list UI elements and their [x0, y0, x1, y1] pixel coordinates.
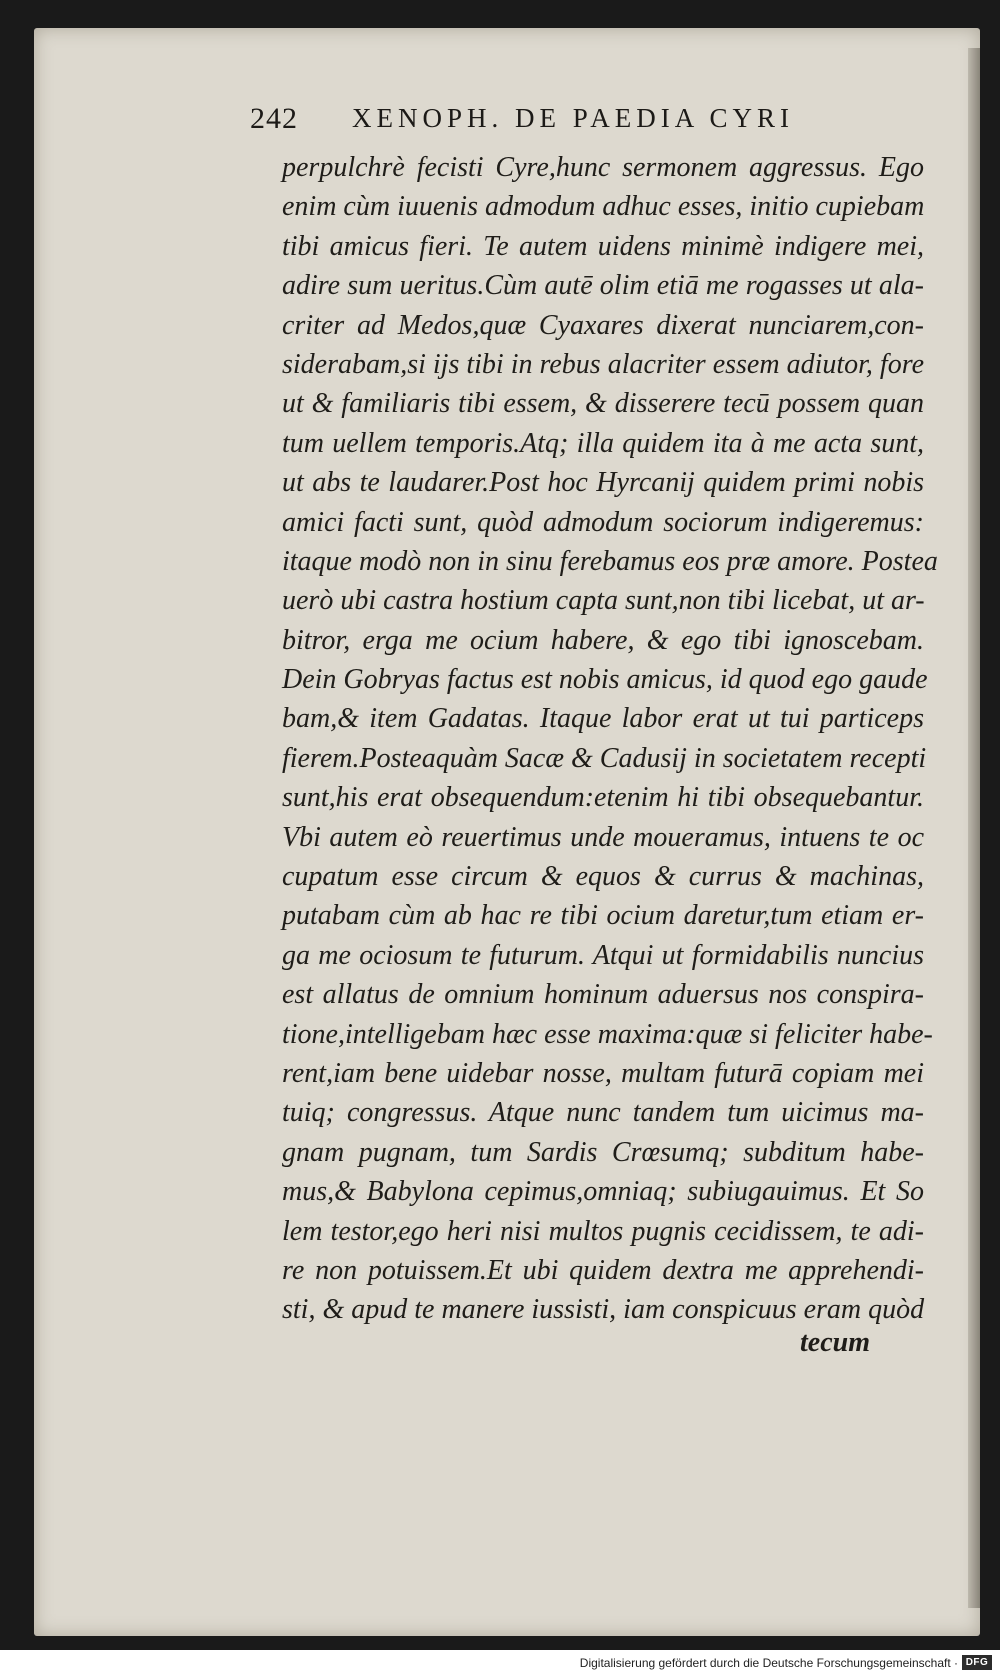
- page-header: [250, 102, 890, 142]
- text-line: est allatus de omnium hominum aduersus nos conspira-: [282, 979, 924, 1011]
- text-line: criter ad Medos,quæ Cyaxares dixerat nunciarem,con-: [282, 309, 924, 341]
- footer-credit: Digitalisierung gefördert durch die Deutsche Forschungsgemeinschaft ·: [579, 1656, 958, 1670]
- text-line: gnam pugnam, tum Sardis Crœsumq; subditum habe-: [282, 1136, 924, 1168]
- text-line: sunt,his erat obsequendum:etenim hi tibi obsequebantur.: [282, 782, 924, 814]
- text-line: putabam cùm ab hac re tibi ocium daretur,tum etiam er-: [282, 900, 924, 932]
- body-text: [282, 148, 938, 1330]
- text-line: perpulchrè fecisti Cyre,hunc sermonem aggressus. Ego: [282, 152, 924, 183]
- text-line: tione,intelligebam hæc esse maxima:quæ si feliciter habe-: [282, 1018, 933, 1050]
- text-line: tibi amicus fieri. Te autem uidens minimè indigere mei,: [282, 230, 924, 262]
- text-line: ga me ociosum te futurum. Atqui ut formidabilis nuncius: [282, 939, 924, 971]
- text-line: Dein Gobryas factus est nobis amicus, id quod ego gaude: [282, 664, 928, 696]
- text-line: lem testor,ego heri nisi multos pugnis cecidissem, te adi-: [282, 1215, 924, 1247]
- text-line: Vbi autem eò reuertimus unde moueramus, intuens te oc: [282, 821, 924, 853]
- running-title: XENOPH. DE PAEDIA CYRI: [352, 103, 795, 133]
- text-line: rent,iam bene uidebar nosse, multam futurā copiam mei: [282, 1057, 924, 1089]
- text-line: tuiq; congressus. Atque nunc tandem tum uicimus ma-: [282, 1097, 924, 1129]
- catchword: tecum: [800, 1327, 870, 1358]
- text-line: sti, & apud te manere iussisti, iam conspicuus eram quòd: [282, 1294, 925, 1326]
- text-line: siderabam,si ijs tibi in rebus alacriter essem adiutor, fore: [282, 348, 924, 380]
- text-line: ut abs te laudarer.Post hoc Hyrcanij quidem primi nobis: [282, 467, 924, 499]
- text-line: fierem.Posteaquàm Sacæ & Cadusij in societatem recepti: [282, 742, 927, 774]
- text-line: adire sum ueritus.Cùm autē olim etiā me rogasses ut ala-: [282, 270, 924, 302]
- text-line: tum uellem temporis.Atq; illa quidem ita à me acta sunt,: [282, 427, 924, 459]
- text-line: amici facti sunt, quòd admodum sociorum indigeremus:: [282, 506, 924, 538]
- text-line: cupatum esse circum & equos & currus & machinas,: [282, 861, 924, 893]
- text-line: enim cùm iuuenis admodum adhuc esses, initio cupiebam: [282, 191, 925, 223]
- page-number: 242: [250, 102, 298, 135]
- page-edge-shadow: [968, 48, 980, 1608]
- footer: [0, 1650, 1000, 1677]
- text-line: bam,& item Gadatas. Itaque labor erat ut tui particeps: [282, 703, 924, 735]
- text-line: bitror, erga me ocium habere, & ego tibi ignoscebam.: [282, 624, 924, 656]
- text-line: uerò ubi castra hostium capta sunt,non tibi licebat, ut ar-: [282, 585, 925, 617]
- dfg-logo: DFG: [962, 1655, 992, 1670]
- text-line: itaque modò non in sinu ferebamus eos præ amore. Postea: [282, 545, 938, 577]
- text-line: mus,& Babylona cepimus,omniaq; subiugauimus. Et So: [282, 1176, 924, 1208]
- text-line: re non potuissem.Et ubi quidem dextra me apprehendi-: [282, 1254, 924, 1286]
- text-line: ut & familiaris tibi essem, & disserere tecū possem quan: [282, 388, 924, 420]
